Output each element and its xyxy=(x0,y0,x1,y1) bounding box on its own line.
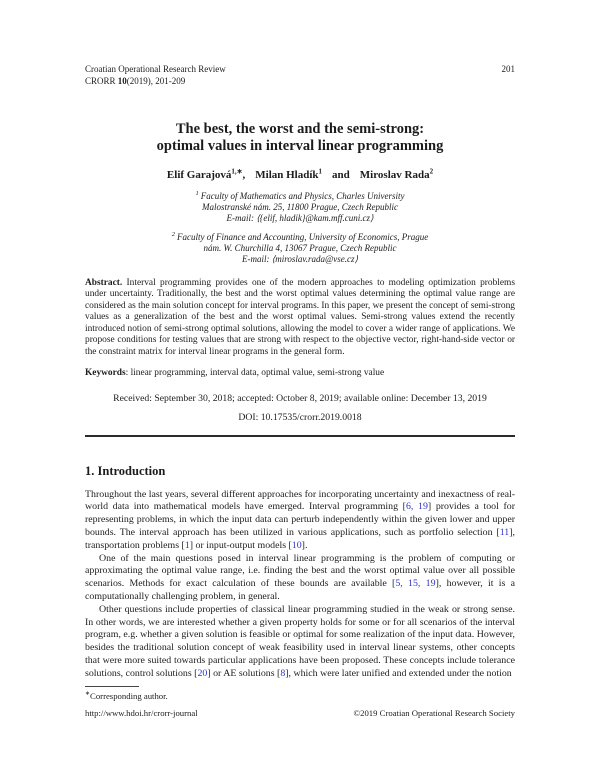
paragraph-text: ]. xyxy=(301,539,308,551)
footnote-text: ∗Corresponding author. xyxy=(85,690,168,701)
issue-prefix: CRORR xyxy=(85,75,118,86)
authors-line xyxy=(85,167,515,181)
paragraph-text: ], however, it is a computationally challenging problem, in general. xyxy=(85,578,515,603)
issue-info xyxy=(85,76,226,88)
journal-name: Croatian Operational Research Review xyxy=(85,64,226,74)
paragraph-text: ], which were later unified and extended under the notion xyxy=(285,667,512,679)
paragraph-text: Other questions include properties of classical linear programming studied in the weak or strong sense. In other words, we are interested whether a given property holds for some or for all scenarios of the interval program, e.g. whether a given solution is feasible or optimal for some realization of the input data. However, besides the traditional solution concept of weak feasibility used in interval linear systems, other concepts that were more suited towards particular applications have been proposed. These concepts include tolerance solutions, control solutions [ xyxy=(85,603,515,679)
paragraph-text: Throughout the last years, several different approaches for incorporating uncertainty and inexactness of real-world data into mathematical models have emerged. Interval programming [ xyxy=(85,488,515,513)
keywords-text: : linear programming, interval data, optimal value, semi-strong value xyxy=(125,368,385,379)
affiliation-1 xyxy=(85,188,515,224)
copyright-notice: ©2019 Croatian Operational Research Society xyxy=(353,708,515,718)
footnote-rule xyxy=(85,686,139,687)
paragraph-text: ] or AE solutions [ xyxy=(207,667,281,679)
author-separator-and: and xyxy=(332,168,350,181)
citation-link[interactable]: 8 xyxy=(280,667,286,679)
citation-link[interactable]: 20 xyxy=(197,667,208,679)
citation-link[interactable]: 5, 15, 19 xyxy=(395,578,436,590)
keywords xyxy=(85,368,515,380)
affiliation-1-email: E-mail: ⟨{elif, hladik}@kam.mff.cuni.cz⟩ xyxy=(226,212,374,223)
citation-link[interactable]: 6, 19 xyxy=(405,501,428,513)
page-footer xyxy=(85,708,515,718)
author-1-superscript: 1,∗ xyxy=(231,167,243,175)
affiliation-2 xyxy=(85,229,515,265)
abstract-text: Interval programming provides one of the modern approaches to modeling optimization problems under uncertainty. Traditionally, the best and the worst optimal values determining the optimal value range are considered as the main solution concept for interval programs. In this paper, we present the concept of semi-strong values as a generalization of the best and the worst optimal values. Semi-strong values extend the recently introduced notion of semi-strong optimal solutions, allowing the model to cover a wider range of applications. We propose conditions for testing values that are strong with respect to the objective vector, right-hand-side vector or the constraint matrix for interval linear programs in the general form. xyxy=(85,277,515,357)
intro-paragraph-3 xyxy=(85,604,515,681)
affiliation-1-line-2: Malostranské nám. 25, 11800 Prague, Czech Republic xyxy=(201,201,399,212)
author-3-superscript: 2 xyxy=(429,167,434,175)
running-header-left xyxy=(85,64,226,87)
affiliation-1-marker: 1 xyxy=(195,189,199,197)
page-number: 201 xyxy=(501,64,515,74)
section-heading-introduction: 1. Introduction xyxy=(85,463,166,478)
paragraph-text: ] provides a tool for representing problems, in which the input data can perturb independently within the given lower and upper bounds. The interval approach has been utilized in various applications, such as portfolio selection [ xyxy=(85,501,516,539)
abstract-label: Abstract. xyxy=(85,277,123,288)
doi-line: DOI: 10.17535/crorr.2019.0018 xyxy=(238,411,362,423)
affiliation-2-email: E-mail: ⟨miroslav.rada@vse.cz⟩ xyxy=(241,253,359,264)
affiliation-1-line-1: $^1$ Faculty of Mathematics and Physics, Charles University xyxy=(195,189,405,201)
page-content xyxy=(85,64,515,681)
paragraph-text: ] or input-output models [ xyxy=(189,539,292,551)
paper-title xyxy=(85,121,515,155)
running-header xyxy=(85,64,515,87)
affiliation-2-marker: 2 xyxy=(171,230,175,238)
footnote xyxy=(85,686,515,701)
title-line-1: The best, the worst and the semi-strong: xyxy=(175,121,425,137)
intro-paragraph-2 xyxy=(85,553,515,604)
affiliation-2-line-2: nám. W. Churchilla 4, 13067 Prague, Czech Republic xyxy=(203,242,397,253)
author-separator-comma: , xyxy=(242,168,246,181)
received-accepted-line: Received: September 30, 2018; accepted: October 8, 2019; available online: December 13, 2019 xyxy=(113,392,487,404)
abstract xyxy=(85,278,515,359)
author-2-superscript: 1 xyxy=(318,167,323,175)
citation-link[interactable]: 1 xyxy=(184,539,190,551)
issue-suffix: (2019), 201-209 xyxy=(126,75,186,86)
author-1: Elif Garajová$^{1,∗}$ xyxy=(166,167,243,181)
keywords-label: Keywords xyxy=(85,368,126,379)
title-line-2: optimal values in interval linear programming xyxy=(156,138,444,154)
affiliation-2-line-1: $^2$ Faculty of Finance and Accounting, University of Economics, Prague xyxy=(171,230,429,242)
citation-link[interactable]: 11 xyxy=(499,527,510,539)
author-2: Milan Hladík$^1$ xyxy=(255,167,323,181)
separator-rule xyxy=(85,435,515,437)
intro-paragraph-1 xyxy=(85,489,515,553)
author-3: Miroslav Rada$^2$ xyxy=(359,167,434,181)
journal-url[interactable]: http://www.hdoi.hr/crorr-journal xyxy=(85,708,198,718)
footnote-marker: ∗ xyxy=(85,691,91,697)
issue-volume: 10 xyxy=(117,75,127,86)
paragraph-text: ], transportation problems [ xyxy=(85,527,515,551)
citation-link[interactable]: 10 xyxy=(291,539,302,551)
paragraph-text: One of the main questions posed in interval linear programming is the problem of computing or approximating the optimal value range, i.e. finding the best and the worst optimal value over all possible scenarios. Methods for exact calculation of these bounds are available [ xyxy=(85,552,515,590)
